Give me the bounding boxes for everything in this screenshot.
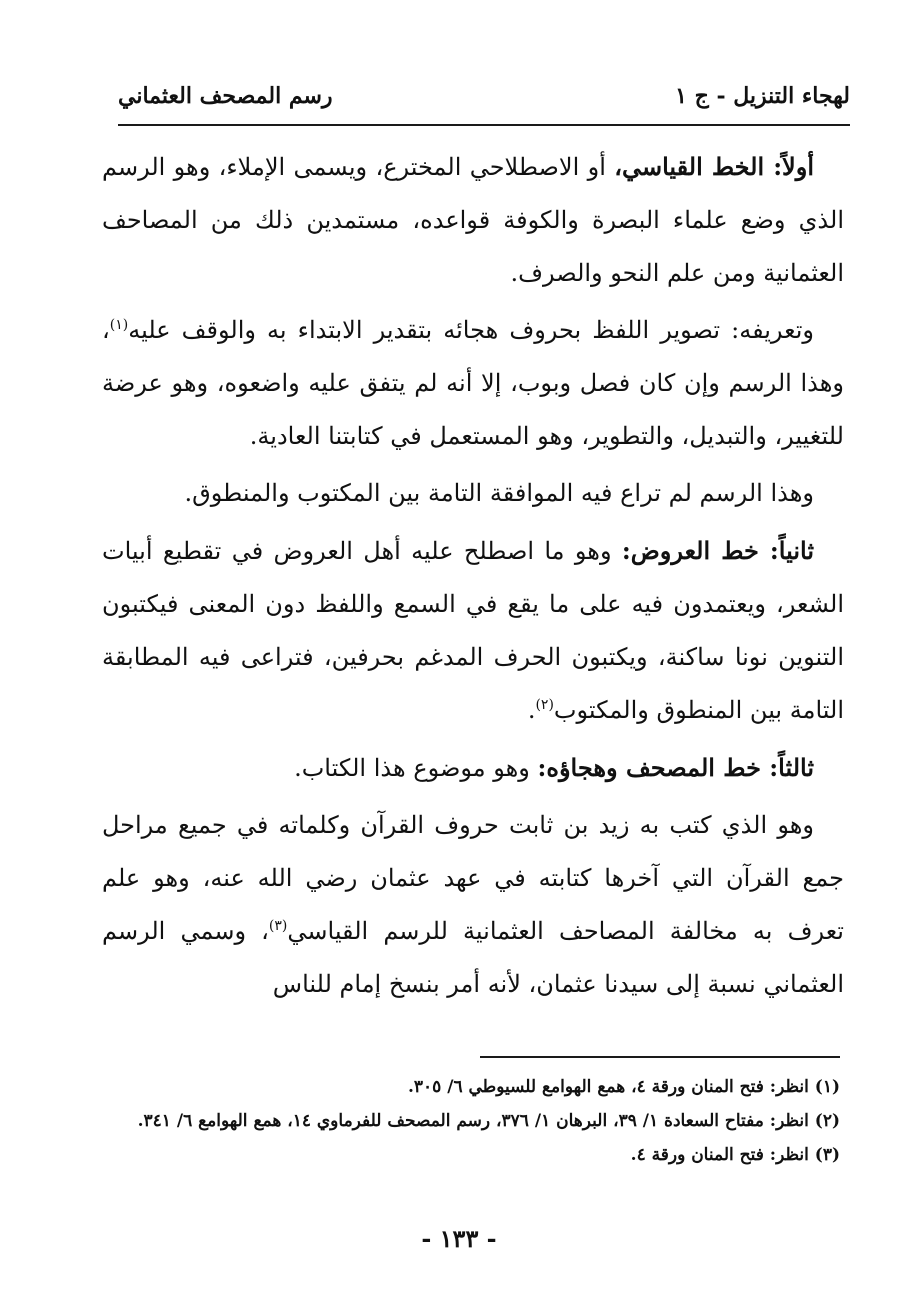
paragraph-text: أو الاصطلاحي المخترع، ويسمى الإملاء، وهو الرسم الذي وضع علماء البصرة والكوفة قواعده، مستمدين ذلك من المصاحف العثمانية ومن علم النحو والصرف. [102, 153, 844, 287]
paragraph-text: وهو الذي كتب به زيد بن ثابت حروف القرآن وكلماته في جميع مراحل جمع القرآن التي آخرها كتابته في عهد عثمان رضي الله عنه، وهو علم تعرف به مخالفة المصاحف العثمانية للرسم القياسي [102, 811, 844, 945]
paragraph-arud [102, 524, 844, 737]
page-number: - ١٣٣ - [421, 1224, 497, 1253]
footnote-ref-1[interactable]: (١) [109, 317, 129, 333]
paragraph-definition [102, 304, 844, 463]
footnote-ref-3[interactable]: (٣) [268, 918, 288, 934]
paragraph-mushaf [102, 741, 844, 795]
heading-qiyasi: أولاً: الخط القياسي، [614, 152, 814, 181]
footnote-ref-2[interactable]: (٢) [535, 697, 554, 713]
main-text [102, 140, 844, 1015]
paragraph-note [102, 467, 844, 520]
heading-mushaf: ثالثاً: خط المصحف وهجاؤه: [537, 753, 814, 782]
paragraph-qiyasi [102, 140, 844, 300]
footnote-3: (٣) انظر: فتح المنان ورقة ٤. [630, 1145, 840, 1165]
paragraph-text: وهو موضوع هذا الكتاب. [294, 754, 538, 782]
heading-arud: ثانياً: خط العروض: [621, 536, 815, 565]
paragraph-text: . [527, 696, 536, 724]
paragraph-text: ، وسمي الرسم العثماني نسبة إلى سيدنا عثمان، لأنه أمر بنسخ إمام للناس [102, 917, 844, 998]
header-topic: رسم المصحف العثماني [118, 83, 333, 109]
footnotes [100, 1070, 840, 1172]
paragraph-text: وتعريفه: تصوير اللفظ بحروف هجائه بتقدير الابتداء به والوقف عليه [128, 316, 814, 344]
paragraph-text: ، وهذا الرسم وإن كان فصل وبوب، إلا أنه لم يتفق عليه واضعوه، وهو عرضة للتغيير، والتبديل، والتطوير، وهو المستعمل في كتابتنا العادية. [102, 316, 844, 450]
paragraph-uthmani [102, 799, 844, 1011]
header-book-part: لهجاء التنزيل - ج ١ [675, 83, 850, 109]
footnote-divider [480, 1056, 840, 1058]
footnote-1: (١) انظر: فتح المنان ورقة ٤، همع الهوامع للسيوطي ٦/ ٣٠٥. [407, 1077, 840, 1097]
paragraph-text: وهذا الرسم لم تراع فيه الموافقة التامة بين المكتوب والمنطوق. [184, 479, 814, 507]
paragraph-text: وهو ما اصطلح عليه أهل العروض في تقطيع أبيات الشعر، ويعتمدون فيه على ما يقع في السمع واللفظ دون المعنى فيكتبون التنوين نونا ساكنة، ويكتبون الحرف المدغم بحرفين، فتراعى فيه المطابقة التامة بين المنطوق والمكتوب [102, 537, 844, 724]
footnote-2: (٢) انظر: مفتاح السعادة ١/ ٣٩، البرهان ١/ ٣٧٦، رسم المصحف للفرماوي ١٤، همع الهوامع ٦/ ٣٤١. [137, 1111, 840, 1131]
running-header [118, 76, 850, 126]
